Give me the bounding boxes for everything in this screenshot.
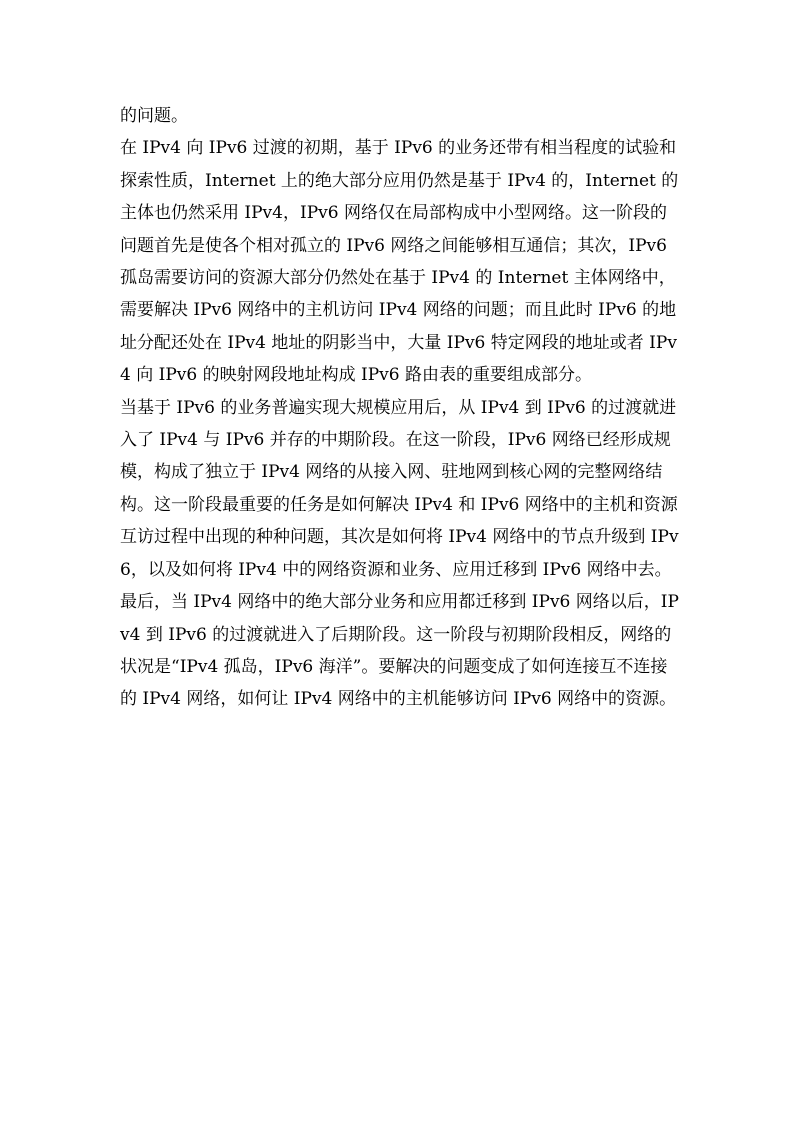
paragraph-middle-stage: 当基于 IPv6 的业务普遍实现大规模应用后，从 IPv4 到 IPv6 的过渡就进入了 IPv4 与 IPv6 并存的中期阶段。在这一阶段，IPv6 网络已经形成规模，构成了独立于 IPv4 网络的从接入网、驻地网到核心网的完整网络结构。这一阶段最重要的任务是如何解决 IPv4 和 IPv6 网络中的主机和资源互访过程中出现的种种问题，其次是如何将 IPv4 网络中的节点升级到 IPv6，以及如何将 IPv4 中的网络资源和业务、应用迁移到 IPv6 网络中去。	[120, 397, 679, 580]
paragraph-continuation: 的问题。	[120, 106, 188, 126]
body-text	[120, 100, 680, 716]
paragraph-late-stage: 最后，当 IPv4 网络中的绝大部分业务和应用都迁移到 IPv6 网络以后，IPv4 到 IPv6 的过渡就进入了后期阶段。这一阶段与初期阶段相反，网络的状况是“IPv4 孤岛，IPv6 海洋”。要解决的问题变成了如何连接互不连接的 IPv4 网络，如何让 IPv4 网络中的主机能够访问 IPv6 网络中的资源。	[120, 592, 679, 710]
paragraph-early-stage: 在 IPv4 向 IPv6 过渡的初期，基于 IPv6 的业务还带有相当程度的试验和探索性质，Internet 上的绝大部分应用仍然是基于 IPv4 的，Internet 的主体也仍然采用 IPv4，IPv6 网络仅在局部构成中小型网络。这一阶段的问题首先是使各个相对孤立的 IPv6 网络之间能够相互通信；其次，IPv6 孤岛需要访问的资源大部分仍然处在基于 IPv4 的 Internet 主体网络中，需要解决 IPv6 网络中的主机访问 IPv4 网络的问题；而且此时 IPv6 的地址分配还处在 IPv4 地址的阴影当中，大量 IPv6 特定网段的地址或者 IPv4 向 IPv6 的映射网段地址构成 IPv6 路由表的重要组成部分。	[120, 138, 679, 386]
